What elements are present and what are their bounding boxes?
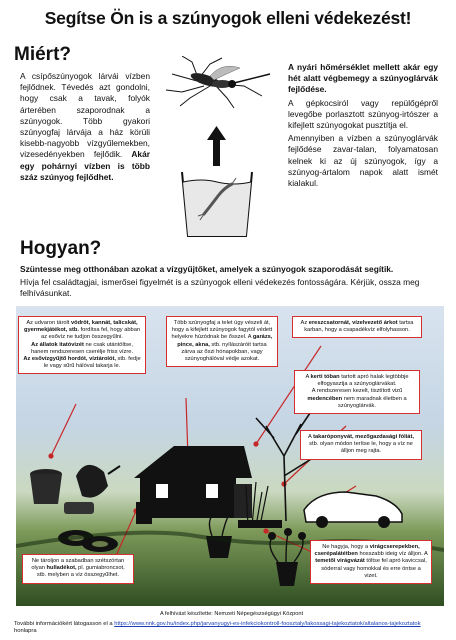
mosquito-larva-illustration xyxy=(152,56,282,242)
tip-text: fordítsa fel, hogy abban az esővíz ne tudjon összegyűlni. xyxy=(41,327,141,341)
tip-box-flowerpots xyxy=(310,540,432,584)
why-left-text xyxy=(20,71,150,183)
tip-text: Az xyxy=(300,320,308,326)
how-heading: Hogyan? xyxy=(20,238,102,259)
why-right-p2: Amennyiben a vízben a szúnyoglárvák fejlődése zavar-talan, folyamatosan kelnek ki az új szúnyogok, így a szúnyog-ártalom napok alatt ismét kialakul. xyxy=(288,133,438,189)
tip-text: ne csak utántöltse, hanem rendszeresen cserélje friss vízre. xyxy=(30,341,134,355)
why-right-text xyxy=(288,62,438,191)
footer-suffix: honlapra xyxy=(14,628,37,635)
tip-box-gutters xyxy=(292,316,422,338)
tip-box-containers xyxy=(18,316,146,374)
tip-emphasis: virágcserepekben, cserépalátétben xyxy=(314,544,420,558)
tip-emphasis: garázs, pince, akna, xyxy=(177,334,273,348)
tip-text: hosszabb ideig víz álljon. A xyxy=(359,551,428,558)
tip-emphasis: hulladékot, xyxy=(46,565,77,572)
garden-scene xyxy=(16,306,444,606)
tip-emphasis: Az esővízgyűjtő hordót, víztárolót, xyxy=(23,356,116,363)
tip-emphasis: kerti tóban xyxy=(310,374,340,380)
tip-text: tartott apró halak legtöbbje elfogyasztja a szúnyoglárvákat. xyxy=(317,374,409,388)
tip-text: tartsa karban, hogy a csapadékvíz elfolyhasson. xyxy=(304,320,414,334)
tip-box-tarpaulin xyxy=(300,430,422,460)
why-right-emphasis: A nyári hőmérséklet mellett akár egy hét alatt végbemegy a szúnyoglárvák fejlődése. xyxy=(288,62,438,95)
tip-text: pl. gumiabroncsot, stb. melyben a víz összegyűlhet. xyxy=(36,565,125,579)
tip-box-waste xyxy=(22,554,134,584)
tip-box-pond-pool xyxy=(294,370,420,414)
why-left-body: A csípőszúnyogok lárvái vízben fejlődnek. Tévedés azt gondolni, hogy csak a tavak, folyók árterében szaporodnak a szúnyogok. Több gyakori szúnyogfaj lárvája a ház körüli kisebb-nagyobb vízgyűlemekben, vizesedényekben fejlődik. xyxy=(20,71,150,160)
tip-emphasis: temetői virágvázát xyxy=(315,558,365,565)
tip-text: A xyxy=(305,374,309,380)
tip-text: Az udvaron tárolt xyxy=(26,320,70,326)
tip-text: Több szúnyogfaj a telet úgy vészeli át, hogy a kifejlett szúnyogok fagytól védett helyekre húzódnak be ősszel. A xyxy=(171,320,273,341)
tip-box-overwintering xyxy=(166,316,278,367)
tip-text: stb. fedje le vagy sűrű hálóval takarja le. xyxy=(43,356,141,370)
tip-text: A rendszeresen kezelt, tisztított vizű xyxy=(311,388,403,395)
tip-emphasis: Az állatok itatóvizét xyxy=(31,341,84,348)
tip-emphasis: medencében xyxy=(307,395,343,402)
tip-text: stb. nyílászáróit tartsa zárva az őszi hónapokban, vagy szúnyoghálóval védje azokat. xyxy=(181,341,267,363)
page-title: Segítse Ön is a szúnyogok elleni védekezést! xyxy=(44,8,412,28)
why-right-p1: A gépkocsiról vagy repülőgépről levegőbe porlasztott szúnyog-irtószer a kifejlett szúnyogokat pusztítja el. xyxy=(288,97,438,131)
footer-credit: A felhívást készítette: Nemzeti Népegészségügyi Központ xyxy=(160,611,304,617)
tip-emphasis: ereszcsatornát, vízelvezető árkot xyxy=(308,320,398,326)
tip-text: Ne tároljon a szabadban szétszórtan olyan xyxy=(31,558,125,572)
tip-emphasis: vödröt, kannát, talicskát, gyermekjátékot, stb. xyxy=(23,320,138,334)
how-lead: Szüntesse meg otthonában azokat a vízgyűjtőket, amelyek a szúnyogok szaporodását segítik. xyxy=(20,264,394,274)
tip-text: Ne hagyja, hogy a xyxy=(322,544,369,550)
how-sub: Hívja fel családtagjai, ismerősei figyelmét is a szúnyogok elleni védekezés fontosságára. Kérjük, ossza meg felhívásunkat. xyxy=(20,277,420,299)
mosquito-icon xyxy=(152,56,282,242)
why-heading: Miért? xyxy=(14,44,71,65)
tip-text: töltse fel apró kaviccsal, sóderral vagy homokkal és erre öntse a vizet. xyxy=(321,558,427,579)
footer-prefix: További információkért látogasson el a xyxy=(14,621,113,627)
tip-emphasis: takaróponyvát, mezőgazdasági fóliát, xyxy=(313,434,414,440)
tip-text: nem maradnak életben a szúnyoglárvák. xyxy=(338,395,407,409)
tip-text: stb. olyan módon terítse le, hogy a víz ne álljon meg rajta. xyxy=(309,441,413,455)
footer-link[interactable]: https://www.nnk.gov.hu/index.php/jarvanyugyi-es-infekciokontroll-foosztaly/lakossagi-tajekoztatok/altalanos-tajekoztatok xyxy=(114,621,421,627)
why-left-emphasis: Akár egy pohárnyi vízben is több száz szúnyog fejlődhet. xyxy=(20,149,150,182)
footer-more-info xyxy=(14,621,444,636)
tip-text: A xyxy=(308,434,312,440)
